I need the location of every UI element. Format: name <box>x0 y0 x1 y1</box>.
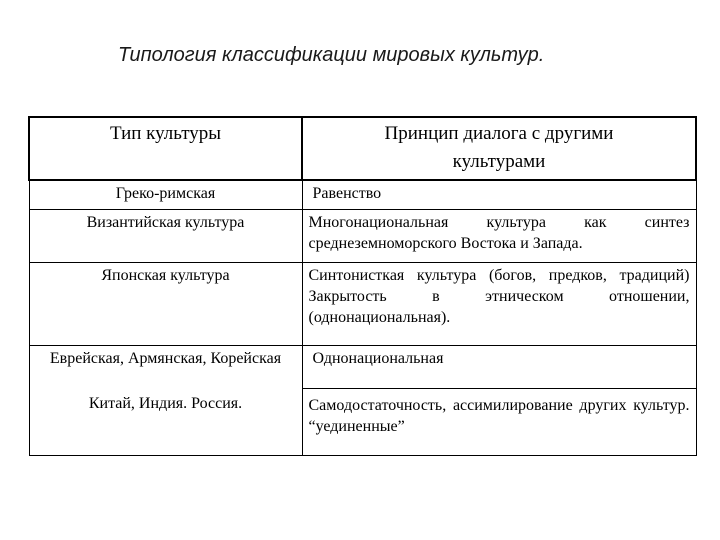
culture-type-cell: Греко-римская <box>29 180 302 210</box>
culture-type-cell: Японская культура <box>29 263 302 346</box>
table-row <box>29 210 696 263</box>
principle-cell: Самодостаточность, ассимилирование других культур. “уединенные” <box>302 389 696 456</box>
header-culture-type: Тип культуры <box>29 117 302 180</box>
culture-type-cell: Китай, Индия. Россия. <box>29 389 302 456</box>
table-header-row <box>29 117 696 180</box>
page-title: Типология классификации мировых культур. <box>118 44 545 66</box>
table-row <box>29 180 696 210</box>
principle-cell: Равенство <box>302 180 696 210</box>
principle-cell: Однонациональная <box>302 346 696 389</box>
table-row <box>29 346 696 389</box>
header-dialogue-principle: Принцип диалога с другими культурами <box>302 117 696 180</box>
culture-type-cell: Еврейская, Армянская, Корейская <box>29 346 302 389</box>
principle-cell: Многонациональная культура как синтез среднеземноморского Востока и Запада. <box>302 210 696 263</box>
culture-typology-table <box>28 116 697 456</box>
principle-cell: Синтонисткая культура (богов, предков, традиций) Закрытость в этническом отношении, (однонациональная). <box>302 263 696 346</box>
culture-type-cell: Византийская культура <box>29 210 302 263</box>
table-row <box>29 389 696 456</box>
table-row <box>29 263 696 346</box>
